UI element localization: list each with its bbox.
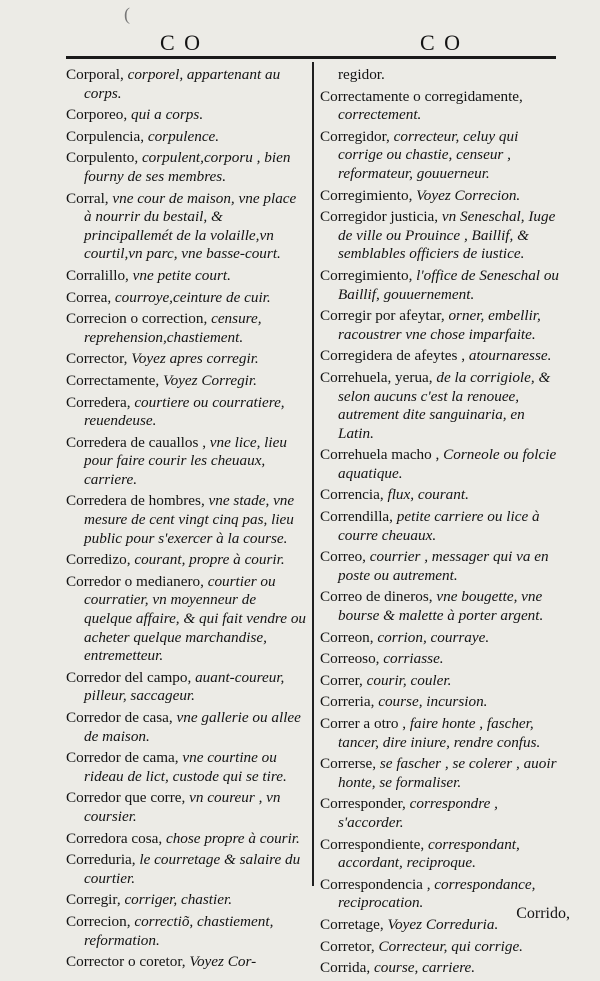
headword: Corrector,: [66, 350, 128, 368]
definition: correspondre , s'accorder.: [338, 795, 498, 831]
dictionary-entry: [320, 548, 560, 585]
definition: courtier ou courratier, vn moyenneur de quelque affaire, & qui fait vendre ou acheter quelque marchandise, entremetteur.: [84, 572, 307, 665]
definition: course, incursion.: [374, 693, 488, 711]
definition: correcteur, celuy qui corrige ou chastie, censeur , reformateur, gouuerneur.: [338, 127, 519, 182]
dictionary-entry: [320, 307, 560, 344]
dictionary-entry: [66, 891, 306, 910]
column-rule: [312, 62, 314, 886]
dictionary-entry: [66, 709, 306, 746]
headword: Corrector o coretor,: [66, 953, 186, 971]
headword: Corregir por afeytar,: [320, 307, 445, 325]
dictionary-entry: [66, 149, 306, 186]
definition: Voyez apres corregir.: [127, 350, 259, 368]
headword: Correr a otro ,: [320, 715, 407, 732]
dictionary-entry: [66, 289, 306, 308]
headword: Corregimiento,: [320, 186, 413, 204]
definition: corriasse.: [379, 650, 444, 668]
headword: Corredor de casa,: [66, 709, 173, 726]
dictionary-entry: [320, 267, 560, 304]
definition: Voyez Cor-: [185, 953, 257, 971]
headword: Correa,: [66, 288, 112, 306]
definition: petite carriere ou lice à courre cheuaux.: [338, 508, 540, 544]
dictionary-entry: [66, 66, 306, 103]
headword: Correo,: [320, 548, 366, 566]
headword: Correhuela macho ,: [320, 446, 440, 464]
definition: vne lice, lieu pour faire courir les cheuaux, carriere.: [84, 433, 287, 488]
definition: vn coureur , vn coursier.: [84, 789, 281, 825]
definition: vne cour de maison, vne place à nourrir du bestail, & principallemét de la volaille,vn courtil,vn parc, vne basse-court.: [84, 189, 297, 263]
dictionary-entry: [320, 347, 560, 366]
definition: atournaresse.: [465, 347, 552, 365]
headword: Corregimiento,: [320, 266, 413, 284]
definition: orner, embellir, racoustrer vne chose imparfaite.: [338, 307, 541, 343]
headword: Corregidor,: [320, 127, 390, 145]
definition: flux, courant.: [383, 486, 469, 504]
dictionary-entry: [320, 128, 560, 184]
definition: de la corrigiole, & selon aucuns c'est la renouee, autrement dite sanguinaria, en Latin.: [338, 368, 551, 442]
margin-mark: (: [124, 4, 130, 24]
dictionary-entry: [320, 836, 560, 873]
definition: Voyez Correcion.: [412, 186, 521, 204]
headword: Corredor del campo,: [66, 668, 192, 686]
dictionary-entry: [66, 190, 306, 264]
headword: Correcion o correction,: [66, 310, 208, 328]
dictionary-entry: [320, 588, 560, 625]
definition: censure, reprehension,chastiement.: [84, 310, 262, 346]
left-column: [66, 66, 306, 975]
headword: Correcion,: [66, 912, 131, 930]
definition: correctement.: [338, 106, 422, 124]
definition: vne bougette, vne bourse & malette à porter argent.: [338, 588, 544, 625]
definition: courtiere ou courratiere, reuendeuse.: [84, 393, 285, 430]
definition: courroye,ceinture de cuir.: [111, 288, 271, 306]
dictionary-entry: [66, 310, 306, 347]
definition: vne gallerie ou allee de maison.: [84, 709, 301, 745]
headword: Corredor que corre,: [66, 789, 186, 807]
dictionary-entry: [320, 88, 560, 125]
definition: Voyez Correduria.: [383, 915, 499, 933]
headword: Corresponder,: [320, 795, 406, 813]
dictionary-entry: [320, 446, 560, 483]
dictionary-entry: [320, 938, 560, 957]
headword: Corralillo,: [66, 266, 129, 284]
dictionary-entry: [66, 128, 306, 147]
definition: faire honte , fascher, tancer, dire iniure, rendre confus.: [338, 715, 541, 751]
dictionary-entry: [320, 629, 560, 648]
headword: Corregir,: [66, 891, 121, 909]
dictionary-entry: [66, 669, 306, 706]
headword: Correo de dineros,: [320, 588, 433, 606]
dictionary-entry: [320, 715, 560, 752]
continued-entry: regidor.: [338, 66, 385, 83]
definition: auant-coureur, pilleur, saccageur.: [84, 668, 285, 705]
definition: corrion, courraye.: [373, 628, 490, 646]
headword: Correctamente,: [66, 371, 160, 389]
definition: corpulence.: [144, 127, 220, 145]
running-head-right: C O: [420, 30, 463, 55]
dictionary-entry: [66, 953, 306, 972]
headword: Corral,: [66, 189, 109, 207]
dictionary-entry: [320, 693, 560, 712]
headword: Corpulencia,: [66, 127, 145, 145]
dictionary-entry: [66, 267, 306, 286]
definition: corriger, chastier.: [120, 891, 233, 909]
dictionary-entry: [66, 106, 306, 125]
definition: vne courtine ou rideau de lict, custode qui se tire.: [84, 749, 287, 785]
headword: Corporal,: [66, 66, 124, 83]
dictionary-entry: [66, 851, 306, 888]
dictionary-entry: [320, 755, 560, 792]
dictionary-entry: [320, 795, 560, 832]
dictionary-entry: [320, 369, 560, 443]
dictionary-entry: [66, 350, 306, 369]
dictionary-entry: [66, 573, 306, 666]
headword: Corregidera de afeytes ,: [320, 347, 466, 365]
definition: course, carriere.: [370, 959, 476, 977]
dictionary-entry: [66, 830, 306, 849]
dictionary-entry: [66, 551, 306, 570]
headword: Corporeo,: [66, 106, 128, 124]
headword: Corpulento,: [66, 149, 139, 167]
headword: Corredizo,: [66, 551, 131, 569]
headword: Correctamente o corregidamente,: [320, 87, 523, 105]
headword: Corredera de hombres,: [66, 492, 205, 510]
dictionary-entry: [66, 749, 306, 786]
dictionary-entry: [320, 959, 560, 978]
headword: Correduria,: [66, 851, 136, 869]
definition: Correcteur, qui corrige.: [374, 937, 523, 955]
dictionary-entry: [66, 394, 306, 431]
dictionary-entry: [320, 208, 560, 264]
headword: Corredor de cama,: [66, 749, 179, 767]
definition: qui a corps.: [127, 106, 204, 124]
definition: vne stade, vne mesure de cent vingt cinq pas, lieu public pour s'exercer à la course.: [84, 492, 295, 547]
definition: se fascher , se colerer , auoir honte, se formaliser.: [338, 755, 557, 791]
dictionary-entry: [66, 372, 306, 391]
definition: courant, propre à courir.: [130, 551, 285, 569]
dictionary-entry: [320, 650, 560, 669]
headword: Correoso,: [320, 650, 380, 668]
headword: Corredera de cauallos ,: [66, 433, 206, 451]
running-head-left: C O: [160, 30, 203, 55]
top-rule: [66, 56, 556, 59]
definition: vn Seneschal, Iuge de ville ou Prouince , Baillif, & semblables officiers de iustice.: [338, 208, 556, 263]
definition: l'office de Seneschal ou Baillif, gouuernement.: [338, 266, 560, 303]
headword: Correhuela, yerua,: [320, 368, 433, 386]
headword: Correria,: [320, 693, 375, 711]
headword: Corretor,: [320, 937, 375, 955]
headword: Corredor o medianero,: [66, 572, 204, 590]
headword: Corrida,: [320, 959, 371, 977]
definition: correctiõ, chastiement, reformation.: [84, 912, 274, 949]
headword: Correncia,: [320, 486, 384, 504]
headword: Correndilla,: [320, 508, 393, 526]
dictionary-entry: [66, 913, 306, 950]
dictionary-entry: [320, 486, 560, 505]
dictionary-entry: [320, 508, 560, 545]
headword: Corredera,: [66, 393, 131, 411]
headword: Corregidor justicia,: [320, 208, 439, 226]
right-column: [320, 66, 560, 981]
definition: correspondance, reciprocation.: [338, 875, 536, 912]
headword: Correspondencia ,: [320, 875, 431, 893]
definition: correspondant, accordant, reciproque.: [338, 835, 520, 872]
definition: vne petite court.: [128, 266, 231, 284]
dictionary-entry: [320, 187, 560, 206]
headword: Corretage,: [320, 915, 384, 933]
headword: Correspondiente,: [320, 835, 425, 853]
definition: chose propre à courir.: [162, 829, 300, 847]
dictionary-entry: [66, 789, 306, 826]
dictionary-entry: [66, 492, 306, 548]
headword: Correon,: [320, 628, 374, 646]
definition: Corneole ou folcie aquatique.: [338, 446, 557, 482]
headword: Correr,: [320, 671, 363, 689]
dictionary-entry: [66, 434, 306, 490]
headword: Correrse,: [320, 755, 377, 773]
definition: corpulent,corporu , bien fourny de ses membres.: [84, 149, 291, 185]
definition: courir, couler.: [362, 671, 452, 689]
definition: le courretage & salaire du courtier.: [84, 851, 301, 887]
definition: courrier , messager qui va en poste ou autrement.: [338, 548, 549, 584]
dictionary-entry: [320, 672, 560, 691]
catchword: Corrido,: [516, 905, 570, 922]
headword: Corredora cosa,: [66, 829, 163, 847]
definition: corporel, appartenant au corps.: [84, 66, 281, 102]
definition: Voyez Corregir.: [159, 371, 257, 389]
